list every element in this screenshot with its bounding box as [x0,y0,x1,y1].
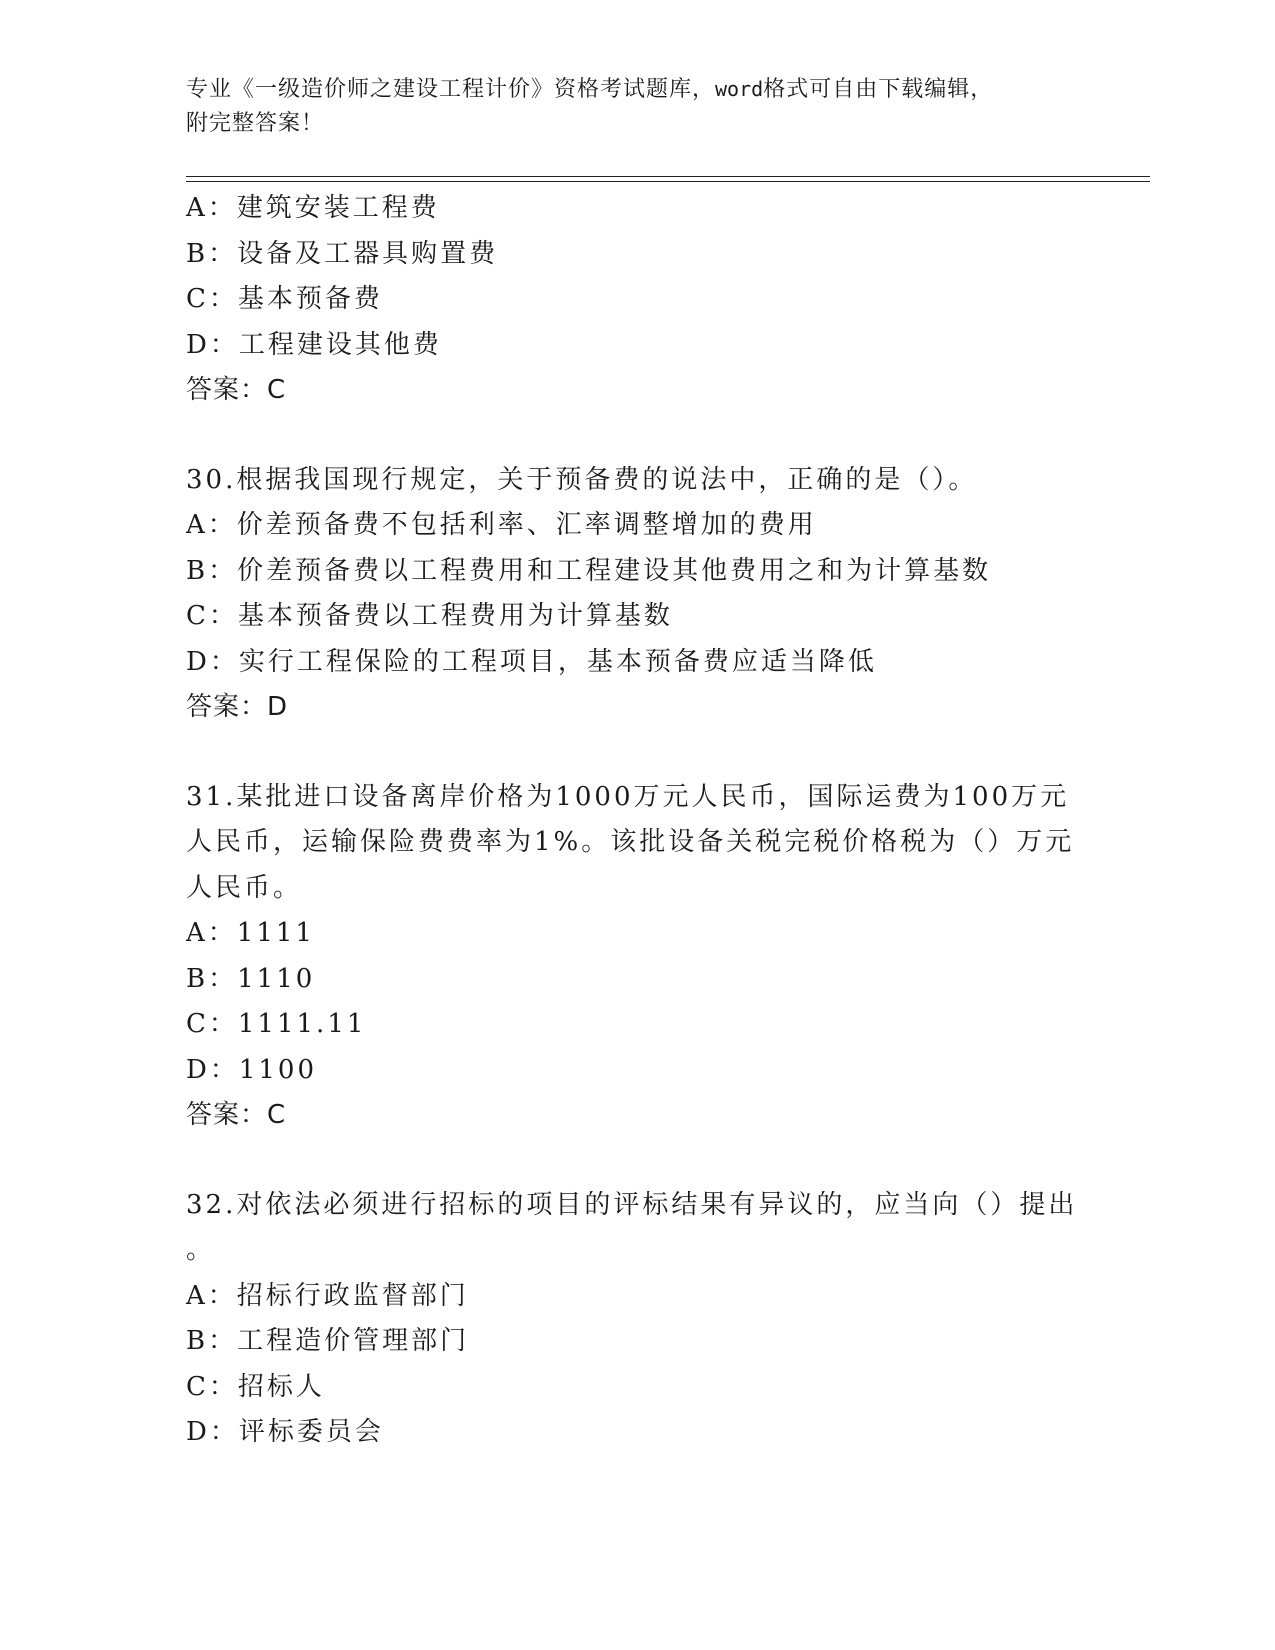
option-item: A：1111 [186,918,315,948]
option-item: C：基本预备费以工程费用为计算基数 [186,601,673,631]
question-list [186,186,1150,1456]
question-block [186,775,1150,1139]
block-spacer [186,1139,1150,1183]
header-line-2: 附完整答案！ [186,111,325,136]
question-text: 人民币，运输保险费费率为1%。该批设备关税完税价格税为（）万元 [186,827,1075,857]
header-line-1 [186,72,1066,107]
option-item: B：1110 [186,963,316,994]
option-item: B：价差预备费以工程费用和工程建设其他费用之和为计算基数 [186,555,992,586]
option-item: C：基本预备费 [186,284,383,314]
block-spacer [186,414,1150,458]
question-text: 人民币。 [186,872,303,903]
option-item: B：设备及工器具购置费 [186,238,499,269]
option-item: A：招标行政监督部门 [186,1280,469,1311]
header-text-2: 格式可自由下载编辑， [763,77,994,102]
question-text: 31.某批进口设备离岸价格为1000万元人民币，国际运费为100万元 [186,781,1070,812]
question-block [186,1183,1150,1456]
option-item: B：工程造价管理部门 [186,1326,470,1356]
header-text-1: 专业《一级造价师之建设工程计价》资格考试题库， [186,77,716,102]
answer-line: 答案：C [186,1100,287,1130]
question-text: 。 [186,1235,216,1265]
option-item: C：招标人 [186,1371,325,1402]
option-item: D：评标委员会 [186,1417,384,1447]
question-text: 30.根据我国现行规定，关于预备费的说法中，正确的是（）。 [186,464,978,495]
option-item: A：建筑安装工程费 [186,193,440,223]
header-divider-top [186,176,1150,177]
block-spacer [186,731,1150,775]
option-item: D：实行工程保险的工程项目，基本预备费应适当降低 [186,646,877,677]
header-divider-bottom [186,181,1150,182]
question-block [186,186,1150,414]
header-word: word [715,77,764,101]
question-block [186,458,1150,731]
option-item: D：工程建设其他费 [186,329,442,360]
document-header [186,72,1066,141]
option-item: A：价差预备费不包括利率、汇率调整增加的费用 [186,510,817,540]
question-text: 32.对依法必须进行招标的项目的评标结果有异议的，应当向（）提出 [186,1189,1078,1220]
answer-line: 答案：C [186,375,287,405]
answer-line: 答案：D [186,692,289,722]
option-item: D：1100 [186,1054,318,1085]
option-item: C：1111.11 [186,1009,367,1039]
